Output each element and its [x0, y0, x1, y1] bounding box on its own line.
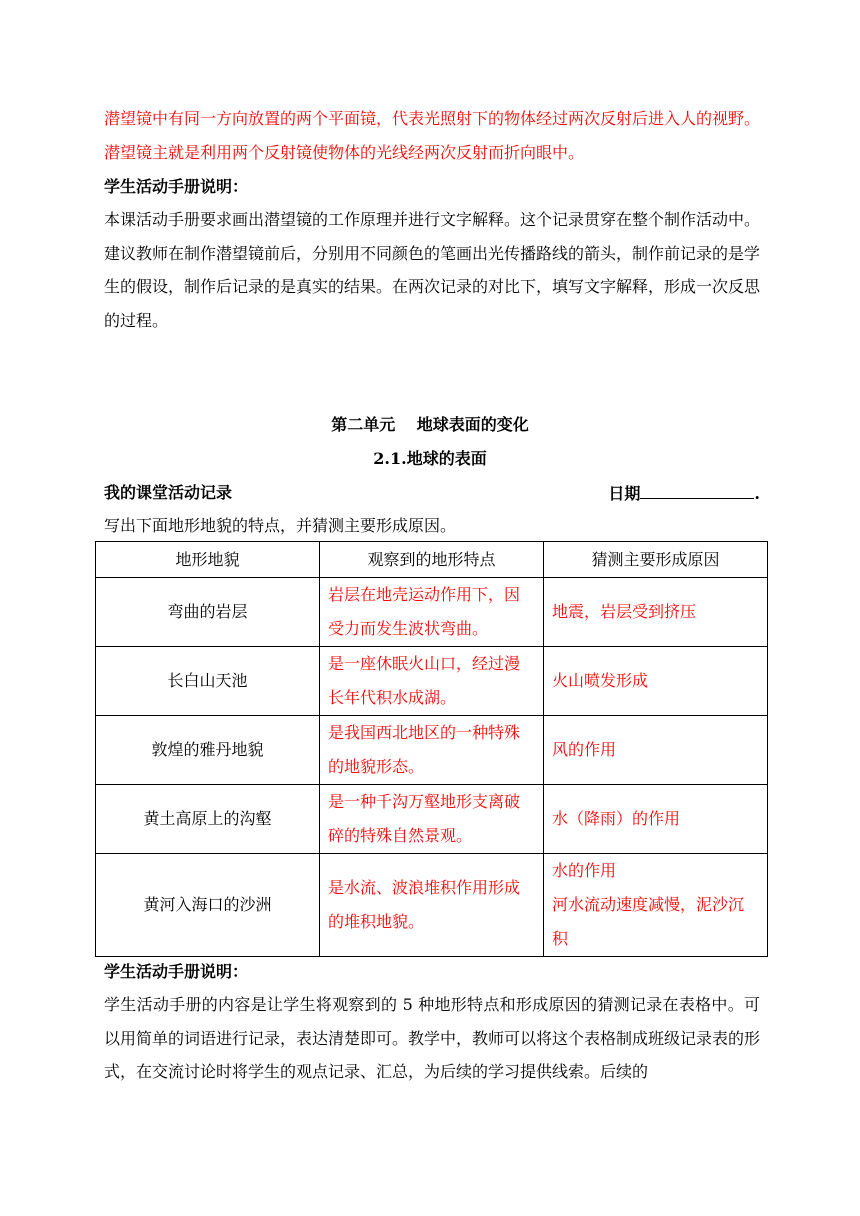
date-field	[608, 480, 760, 504]
record-label: 我的课堂活动记录	[104, 483, 233, 502]
instruction-block	[104, 512, 760, 540]
intro-block	[104, 102, 760, 169]
landform-name: 敦煌的雅丹地貌	[96, 716, 320, 785]
date-blank-line	[640, 480, 754, 499]
landform-cause	[544, 854, 768, 957]
section2-block	[104, 955, 760, 1089]
date-label: 日期	[608, 484, 641, 503]
table-row	[96, 647, 768, 716]
landform-feature: 是一座休眠火山口，经过漫长年代积水成湖。	[320, 647, 544, 716]
landform-name: 长白山天池	[96, 647, 320, 716]
landform-name: 黄土高原上的沟壑	[96, 785, 320, 854]
intro-red-paragraph: 潜望镜中有同一方向放置的两个平面镜，代表光照射下的物体经过两次反射后进入人的视野。潜望镜主就是利用两个反射镜使物体的光线经两次反射而折向眼中。	[104, 109, 761, 162]
landform-cause-line2: 河水流动速度减慢，泥沙沉积	[552, 895, 745, 948]
landform-cause-line1: 水的作用	[552, 861, 617, 880]
unit-title: 第二单元 地球表面的变化	[331, 415, 529, 434]
landform-feature: 是水流、波浪堆积作用形成的堆积地貌。	[320, 854, 544, 957]
section2-paragraph: 学生活动手册的内容是让学生将观察到的 5 种地形特点和形成原因的猜测记录在表格中。可以用简单的词语进行记录，表达清楚即可。教学中，教师可以将这个表格制成班级记录表的形式，在交流讨论时将学生的观点记录、汇总，为后续的学习提供线索。后续的	[104, 995, 761, 1081]
landform-name: 黄河入海口的沙洲	[96, 854, 320, 957]
landform-feature: 是一种千沟万壑地形支离破碎的特殊自然景观。	[320, 785, 544, 854]
table-header-row	[96, 542, 768, 578]
landform-cause: 火山喷发形成	[544, 647, 768, 716]
table-row	[96, 785, 768, 854]
landform-feature: 岩层在地壳运动作用下，因受力而发生波状弯曲。	[320, 578, 544, 647]
section2-heading: 学生活动手册说明：	[104, 962, 249, 981]
lesson-title: 2.1.地球的表面	[373, 449, 487, 468]
section1-block	[104, 170, 760, 337]
table-row	[96, 716, 768, 785]
instruction-text: 写出下面地形地貌的特点，并猜测主要形成原因。	[104, 516, 457, 535]
landform-name: 弯曲的岩层	[96, 578, 320, 647]
table-row	[96, 578, 768, 647]
landform-cause: 水（降雨）的作用	[544, 785, 768, 854]
header-cause: 猜测主要形成原因	[544, 542, 768, 578]
header-feature: 观察到的地形特点	[320, 542, 544, 578]
header-landform: 地形地貌	[96, 542, 320, 578]
section1-heading: 学生活动手册说明：	[104, 177, 249, 196]
table-row	[96, 854, 768, 957]
date-period: .	[754, 484, 760, 503]
record-date-row	[104, 480, 760, 504]
landform-feature: 是我国西北地区的一种特殊的地貌形态。	[320, 716, 544, 785]
landform-cause: 地震，岩层受到挤压	[544, 578, 768, 647]
landform-cause: 风的作用	[544, 716, 768, 785]
section1-paragraph: 本课活动手册要求画出潜望镜的工作原理并进行文字解释。这个记录贯穿在整个制作活动中。建议教师在制作潜望镜前后，分别用不同颜色的笔画出光传播路线的箭头，制作前记录的是学生的假设，制作后记录的是真实的结果。在两次记录的对比下，填写文字解释，形成一次反思的过程。	[104, 210, 761, 330]
landform-table	[95, 541, 768, 957]
